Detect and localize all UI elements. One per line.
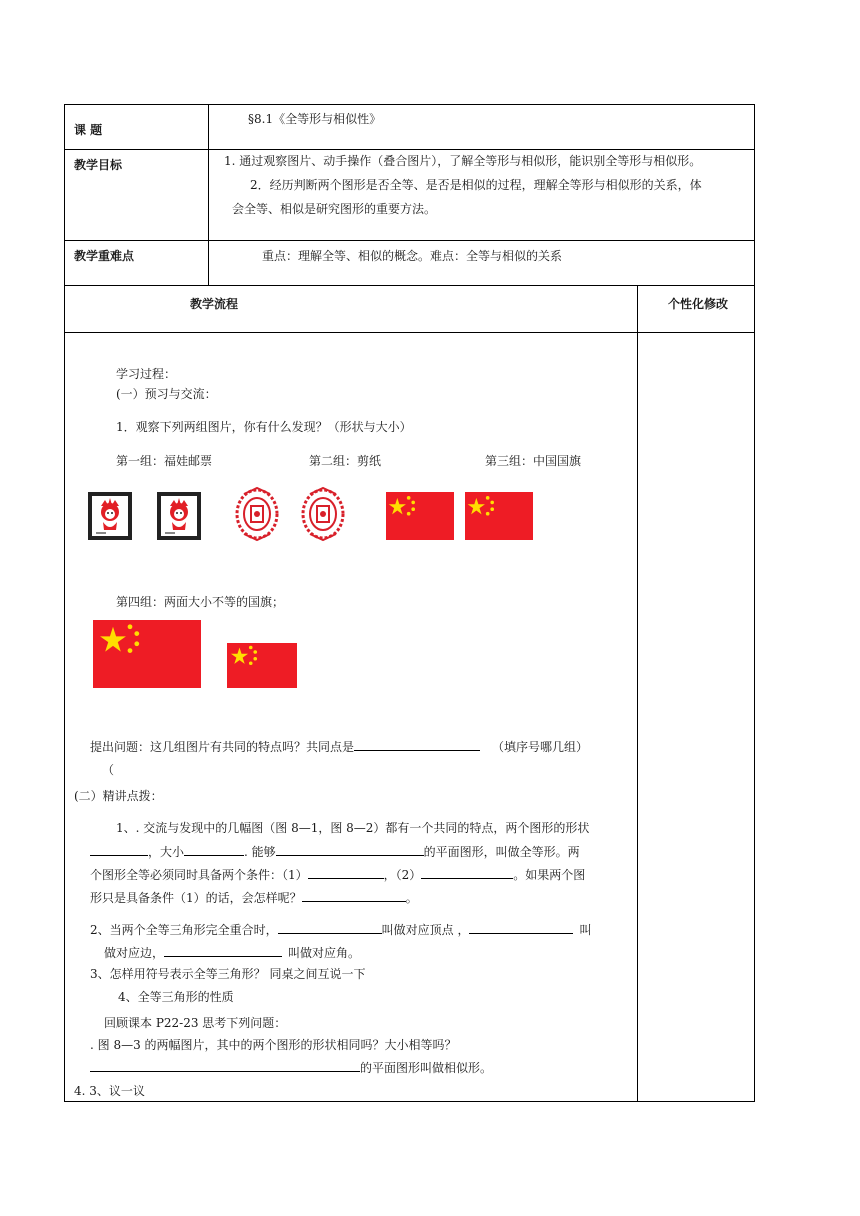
para-1-line-1: 1、. 交流与发现中的几幅图（图 8—1，图 8—2）都有一个共同的特点，两个图形的形状 xyxy=(116,821,590,835)
answer-blank[interactable] xyxy=(184,843,244,856)
subject-label: 课 题 xyxy=(74,123,103,137)
para-2-line-1: 2、当两个全等三角形完全重合时， 叫做对应顶点 ， 叫 xyxy=(90,923,592,937)
para-4: 4、全等三角形的性质 xyxy=(118,990,234,1004)
key-points-label: 教学重难点 xyxy=(74,249,135,263)
goal-line-1: 1. 通过观察图片、动手操作（叠合图片），了解全等形与相似形，能识别全等形与相似形。 xyxy=(224,154,702,168)
section-preview: (一）预习与交流： xyxy=(116,387,217,401)
fuwa-stamp-image xyxy=(88,492,132,540)
china-flag-image xyxy=(386,492,454,540)
group-1-label: 第一组：福娃邮票 xyxy=(116,454,213,468)
para-1-line-4: 形只是具备条件（1）的话，会怎样呢？ 。 xyxy=(90,891,418,905)
answer-blank[interactable] xyxy=(276,843,424,856)
answer-blank[interactable] xyxy=(90,843,148,856)
answer-blank[interactable] xyxy=(308,866,384,879)
papercut-image xyxy=(234,486,280,542)
flow-label: 教学流程 xyxy=(190,297,239,311)
goal-line-2: 2．经历判断两个图形是否全等、是否是相似的过程，理解全等形与相似形的关系，体 xyxy=(250,178,702,192)
answer-blank[interactable] xyxy=(354,738,480,751)
common-feature-question: 提出问题：这几组图片有共同的特点吗？共同点是 （填序号哪几组） xyxy=(90,740,589,754)
group-4-label: 第四组：两面大小不等的国旗； xyxy=(116,595,285,609)
para-6: . 图 8—3 的两幅图片，其中的两个图形的形状相同吗？大小相等吗？ xyxy=(90,1038,457,1052)
goals-label: 教学目标 xyxy=(74,158,123,172)
answer-blank[interactable] xyxy=(469,921,573,934)
answer-blank[interactable] xyxy=(278,921,382,934)
china-flag-image xyxy=(465,492,533,540)
question-1: 1．观察下列两组图片，你有什么发现？（形状与大小） xyxy=(116,420,412,434)
para-1-line-3: 个图形全等必须同时具备两个条件：（1） ，（2） 。如果两个图 xyxy=(90,868,586,882)
china-flag-small-image xyxy=(227,643,297,688)
para-3: 3、怎样用符号表示全等三角形？ 同桌之间互说一下 xyxy=(90,967,366,981)
answer-blank[interactable] xyxy=(421,866,513,879)
goal-line-3: 会全等、相似是研究图形的重要方法。 xyxy=(232,202,437,216)
answer-blank[interactable] xyxy=(302,889,406,902)
para-7: 的平面图形叫做相似形。 xyxy=(90,1059,492,1076)
section-explain: (二）精讲点拨： xyxy=(74,789,163,803)
para-5: 回顾课本 P22-23 思考下列问题： xyxy=(104,1016,287,1030)
group-2-label: 第二组：剪纸 xyxy=(309,454,382,468)
answer-blank[interactable] xyxy=(164,944,282,957)
para-8: 4. 3、议一议 xyxy=(74,1084,145,1098)
fuwa-stamp-image xyxy=(157,492,201,540)
china-flag-large-image xyxy=(93,620,201,688)
key-points-value: 重点：理解全等、相似的概念。难点：全等与相似的关系 xyxy=(262,249,563,263)
papercut-image xyxy=(300,486,346,542)
para-1-line-2: ，大小 . 能够 的平面图形，叫做全等形。两 xyxy=(90,843,580,860)
subject-value: §8.1《全等形与相似性》 xyxy=(248,112,382,126)
paren-open: （ xyxy=(102,763,115,777)
personal-label: 个性化修改 xyxy=(668,297,729,311)
group-3-label: 第三组：中国国旗 xyxy=(485,454,582,468)
answer-blank[interactable] xyxy=(90,1059,360,1072)
para-2-line-2: 做对应边， 叫做对应角。 xyxy=(104,946,361,960)
process-title: 学习过程： xyxy=(116,367,177,381)
